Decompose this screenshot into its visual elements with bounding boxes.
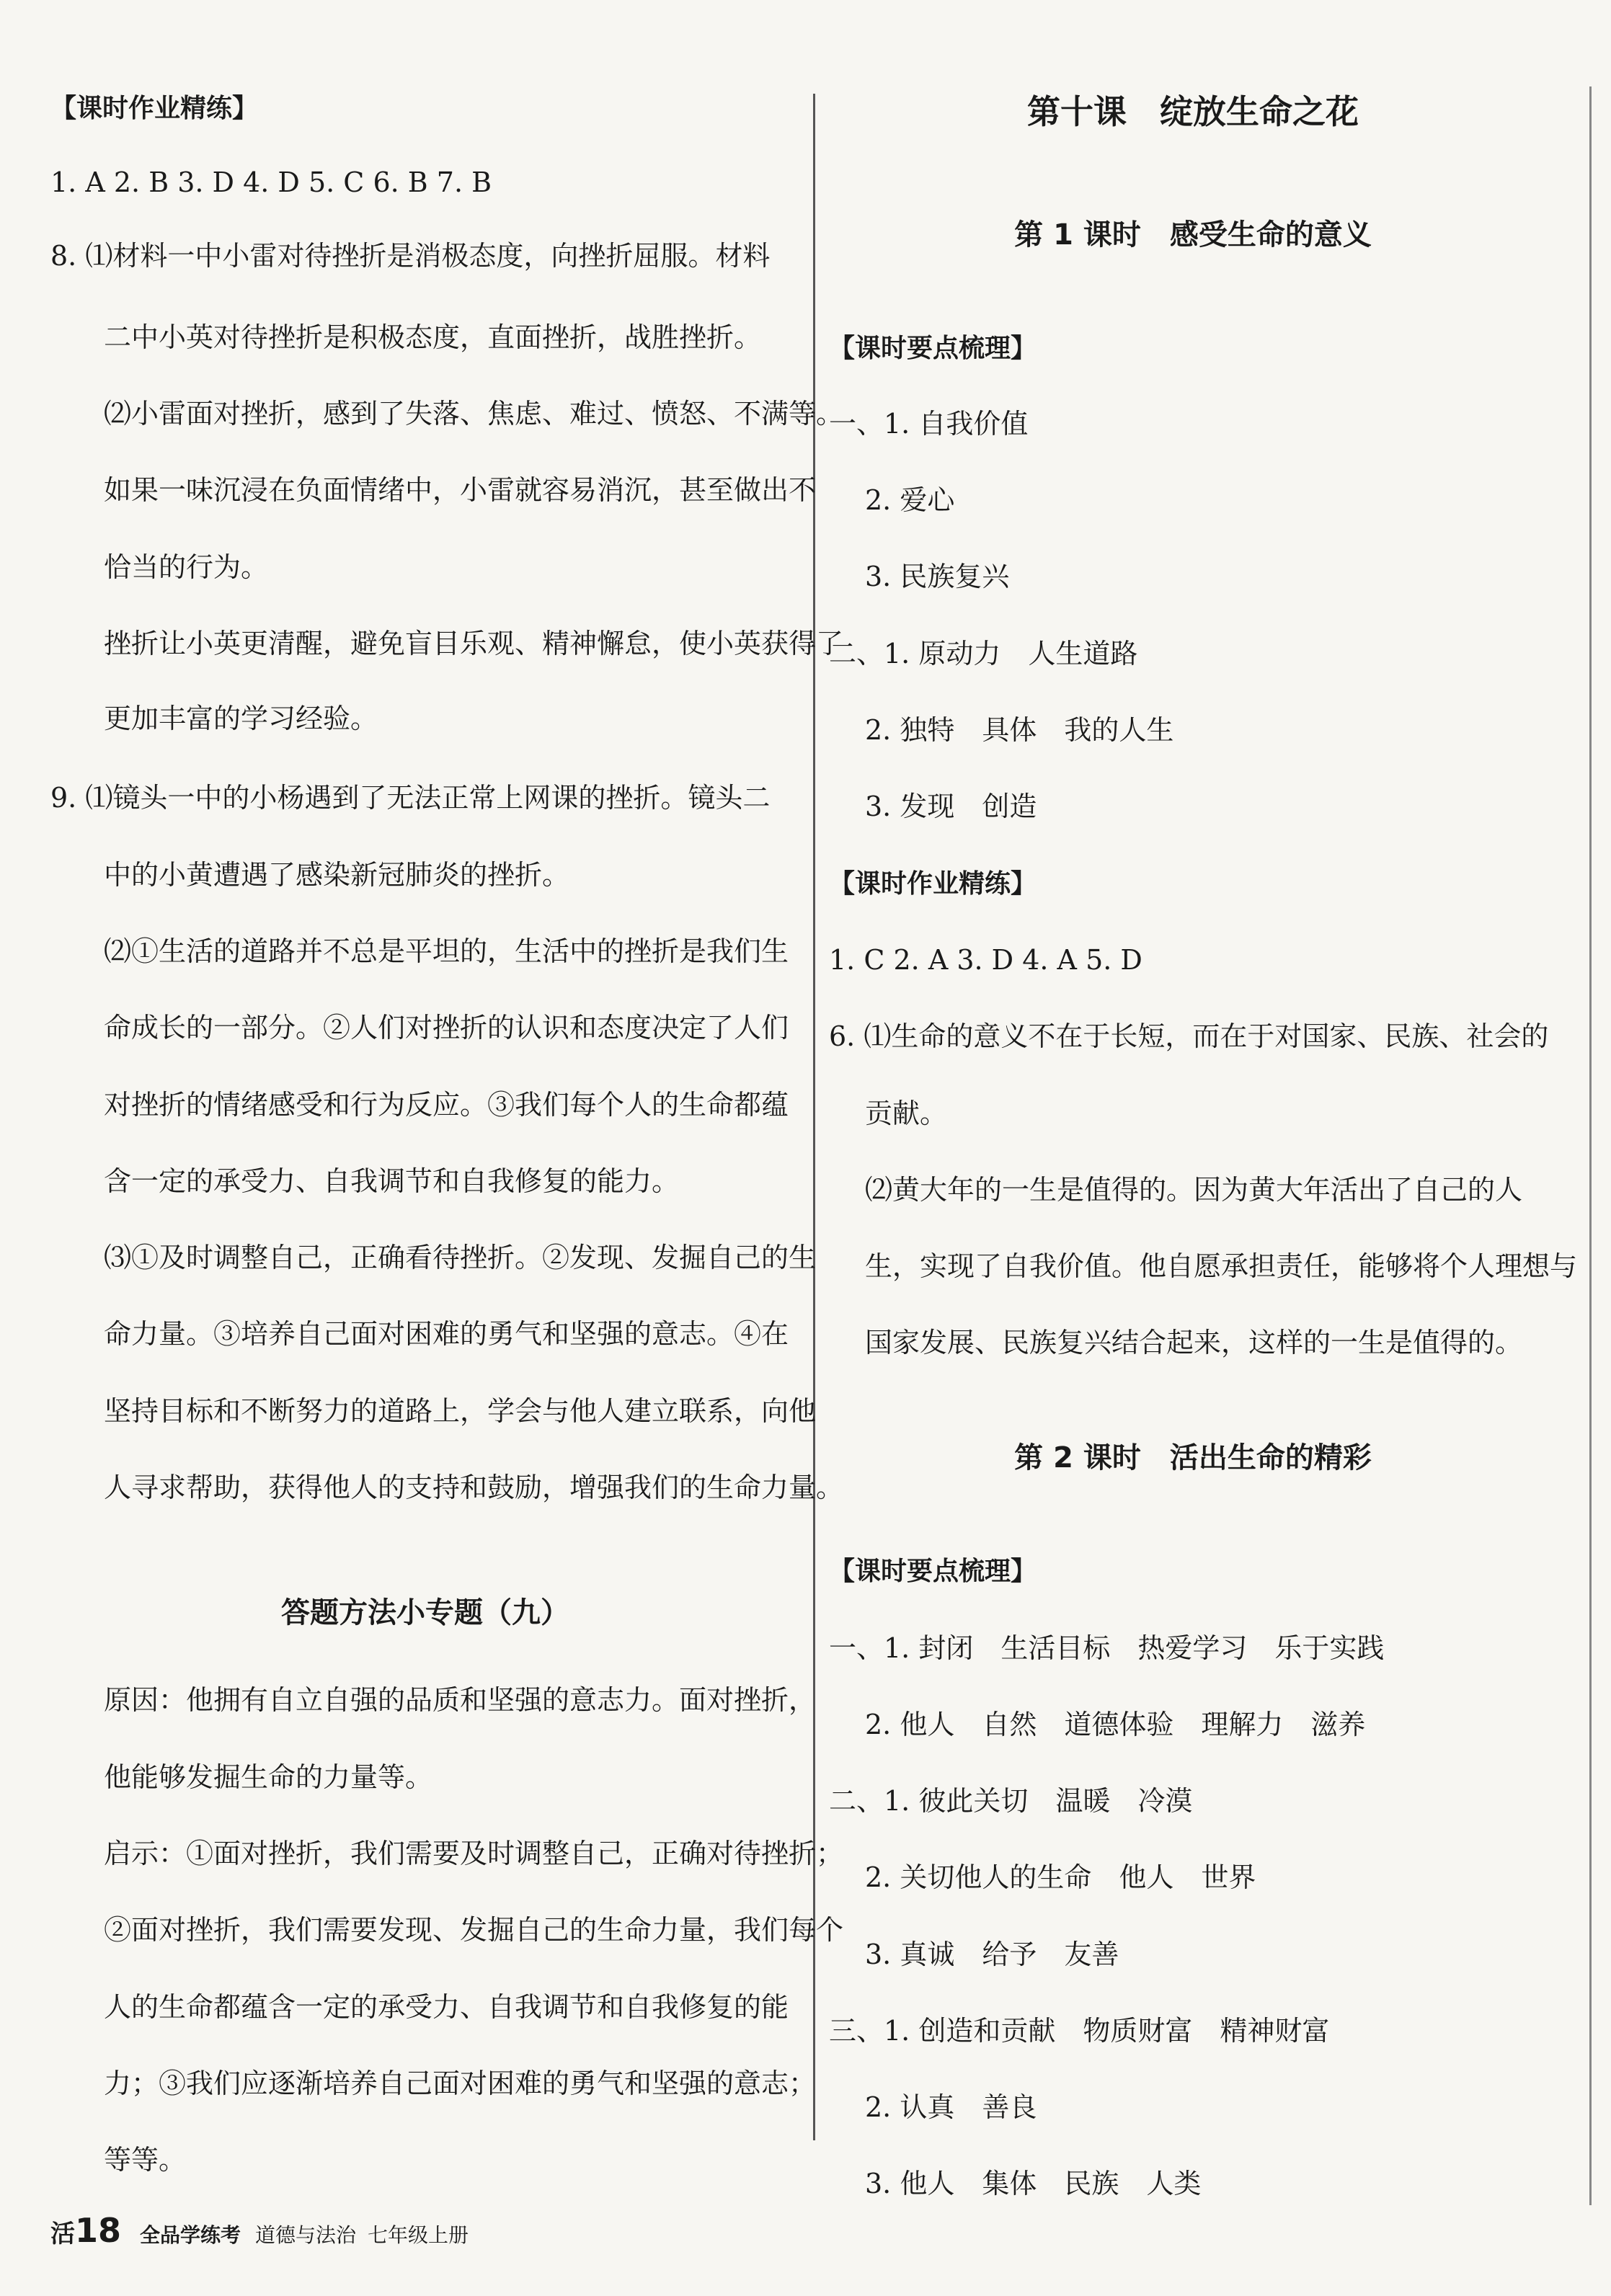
topic-line: 他能够发掘生命的力量等。 bbox=[104, 1761, 433, 1793]
q9-line: 含一定的承受力、自我调节和自我修复的能力。 bbox=[104, 1165, 680, 1197]
subject-name: 道德与法治 bbox=[255, 2223, 357, 2247]
points-line: 二、1. 原动力 人生道路 bbox=[829, 638, 1138, 669]
q8-line: ⑵小雷面对挫折，感到了失落、焦虑、难过、愤怒、不满等。 bbox=[104, 398, 844, 430]
points2-line: 3. 真诚 给予 友善 bbox=[865, 1939, 1119, 1970]
subsection-title-2: 第 2 课时 活出生命的精彩 bbox=[1014, 1441, 1372, 1474]
answers-line: 1. A 2. B 3. D 4. D 5. C 6. B 7. B bbox=[50, 166, 492, 198]
page-prefix: 活 bbox=[50, 2220, 75, 2248]
brand-name: 全品学练考 bbox=[140, 2223, 241, 2247]
points-heading-1: 【课时要点梳理】 bbox=[829, 333, 1037, 363]
points-line: 3. 发现 创造 bbox=[865, 791, 1037, 822]
topic-line: ②面对挫折，我们需要发现、发掘自己的生命力量，我们每个 bbox=[104, 1914, 844, 1946]
q8-line: 恰当的行为。 bbox=[104, 551, 269, 583]
page-number: 18 bbox=[75, 2211, 122, 2250]
points2-line: 2. 他人 自然 道德体验 理解力 滋养 bbox=[865, 1709, 1366, 1740]
page-edge-line bbox=[1589, 86, 1592, 2205]
topic-line: 人的生命都蕴含一定的承受力、自我调节和自我修复的能 bbox=[104, 1991, 789, 2023]
points-line: 2. 独特 具体 我的人生 bbox=[865, 714, 1174, 746]
homework-heading: 【课时作业精练】 bbox=[50, 93, 259, 123]
points-line: 2. 爱心 bbox=[865, 484, 955, 516]
q6-line: 生，实现了自我价值。他自愿承担责任，能够将个人理想与 bbox=[865, 1250, 1578, 1282]
subsection-title-1: 第 1 课时 感受生命的意义 bbox=[1014, 218, 1372, 252]
topic-line: 力；③我们应逐渐培养自己面对困难的勇气和坚强的意志； bbox=[104, 2068, 817, 2099]
q9-line: ⑵①生活的道路并不总是平坦的，生活中的挫折是我们生 bbox=[104, 935, 789, 967]
page-footer bbox=[50, 2212, 480, 2253]
q9-line: 命成长的一部分。②人们对挫折的认识和态度决定了人们 bbox=[104, 1012, 789, 1044]
q9-line: ⑶①及时调整自己，正确看待挫折。②发现、发掘自己的生 bbox=[104, 1242, 817, 1273]
topic-title: 答题方法小专题（九） bbox=[281, 1596, 569, 1629]
q6-line: ⑵黄大年的一生是值得的。因为黄大年活出了自己的人 bbox=[865, 1174, 1523, 1206]
q9-line: 对挫折的情绪感受和行为反应。③我们每个人的生命都蕴 bbox=[104, 1089, 789, 1121]
homework-heading-right: 【课时作业精练】 bbox=[829, 868, 1037, 899]
lesson-title: 第十课 绽放生命之花 bbox=[1027, 92, 1359, 131]
points2-line: 2. 关切他人的生命 他人 世界 bbox=[865, 1861, 1256, 1893]
right-column bbox=[829, 0, 1578, 2296]
q9-line: 中的小黄遭遇了感染新冠肺炎的挫折。 bbox=[104, 859, 570, 891]
q6-line: 贡献。 bbox=[865, 1098, 948, 1129]
points2-line: 2. 认真 善良 bbox=[865, 2091, 1037, 2123]
q9-line: 坚持目标和不断努力的道路上，学会与他人建立联系，向他 bbox=[104, 1395, 817, 1427]
points-heading-2: 【课时要点梳理】 bbox=[829, 1556, 1037, 1586]
q9-line: 命力量。③培养自己面对困难的勇气和坚强的意志。④在 bbox=[104, 1318, 789, 1350]
points-line: 一、1. 自我价值 bbox=[829, 408, 1029, 440]
q8-line: 更加丰富的学习经验。 bbox=[104, 703, 378, 734]
answers-line-right: 1. C 2. A 3. D 4. A 5. D bbox=[829, 944, 1142, 976]
topic-line: 等等。 bbox=[104, 2144, 187, 2176]
q6-line: 6. ⑴生命的意义不在于长短，而在于对国家、民族、社会的 bbox=[829, 1020, 1549, 1052]
q6-line: 国家发展、民族复兴结合起来，这样的一生是值得的。 bbox=[865, 1327, 1523, 1358]
grade-name: 七年级上册 bbox=[368, 2223, 469, 2247]
topic-line: 原因：他拥有自立自强的品质和坚强的意志力。面对挫折， bbox=[104, 1684, 817, 1716]
points2-line: 3. 他人 集体 民族 人类 bbox=[865, 2168, 1202, 2199]
points-line: 3. 民族复兴 bbox=[865, 561, 1010, 592]
points2-line: 二、1. 彼此关切 温暖 冷漠 bbox=[829, 1785, 1193, 1817]
points2-line: 一、1. 封闭 生活目标 热爱学习 乐于实践 bbox=[829, 1632, 1385, 1664]
q9-line: 人寻求帮助，获得他人的支持和鼓励，增强我们的生命力量。 bbox=[104, 1472, 844, 1503]
q8-line: 二中小英对待挫折是积极态度，直面挫折，战胜挫折。 bbox=[104, 321, 762, 353]
left-column bbox=[50, 0, 844, 2296]
topic-line: 启示：①面对挫折，我们需要及时调整自己，正确对待挫折； bbox=[104, 1838, 844, 1869]
points2-line: 三、1. 创造和贡献 物质财富 精神财富 bbox=[829, 2015, 1330, 2047]
q8-line: 挫折让小英更清醒，避免盲目乐观、精神懈怠，使小英获得了 bbox=[104, 628, 844, 659]
q8-line: 8. ⑴材料一中小雷对待挫折是消极态度，向挫折屈服。材料 bbox=[50, 240, 771, 272]
q9-line: 9. ⑴镜头一中的小杨遇到了无法正常上网课的挫折。镜头二 bbox=[50, 782, 771, 814]
q8-line: 如果一味沉浸在负面情绪中，小雷就容易消沉，甚至做出不 bbox=[104, 474, 817, 506]
